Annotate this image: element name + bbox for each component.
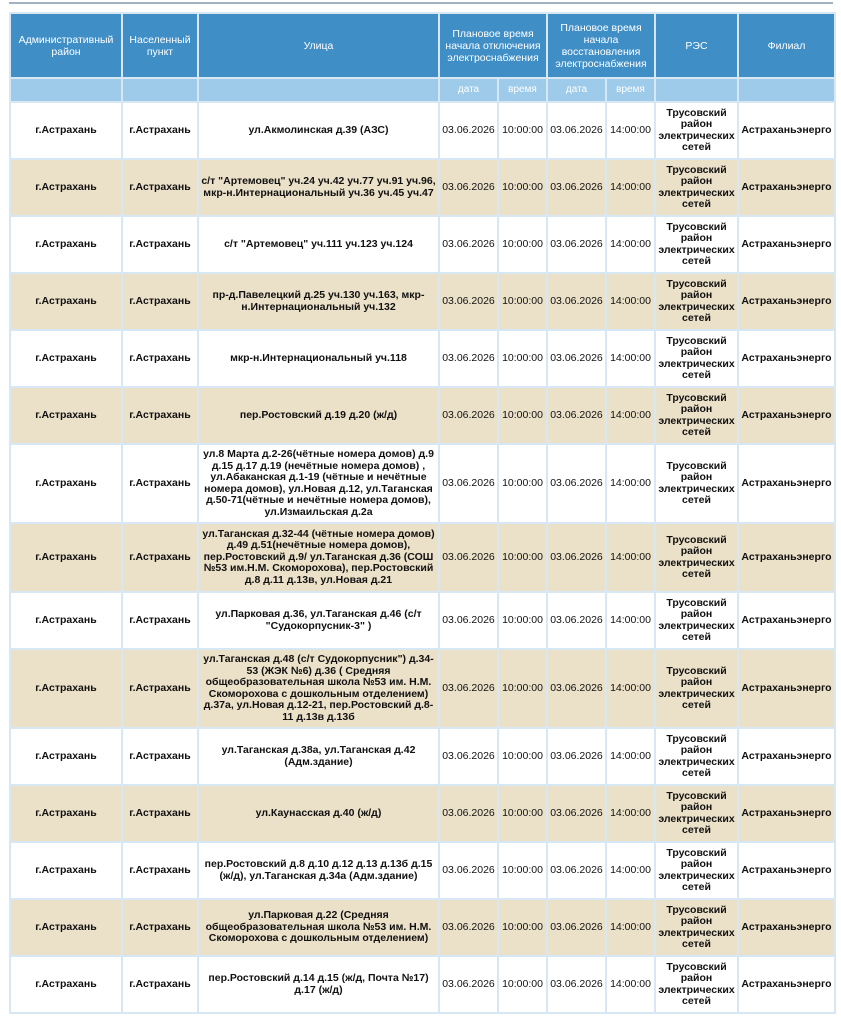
cell-end-time: 14:00:00	[606, 523, 655, 592]
cell-locality: г.Астрахань	[122, 649, 198, 728]
table-row	[10, 273, 835, 330]
table-row	[10, 216, 835, 273]
cell-branch: Астраханьэнерго	[738, 728, 835, 785]
cell-district: г.Астрахань	[10, 842, 122, 899]
outage-schedule-table	[9, 12, 836, 1014]
cell-start-date: 03.06.2026	[439, 444, 498, 523]
cell-end-time: 14:00:00	[606, 216, 655, 273]
cell-branch: Астраханьэнерго	[738, 956, 835, 1013]
cell-start-time: 10:00:00	[498, 842, 547, 899]
header-street: Улица	[198, 13, 439, 78]
cell-branch: Астраханьэнерго	[738, 899, 835, 956]
subheader-end-time: время	[606, 78, 655, 102]
cell-end-date: 03.06.2026	[547, 444, 606, 523]
cell-district: г.Астрахань	[10, 216, 122, 273]
cell-end-date: 03.06.2026	[547, 649, 606, 728]
cell-street: пер.Ростовский д.14 д.15 (ж/д, Почта №17) д.17 (ж/д)	[198, 956, 439, 1013]
subheader-empty	[655, 78, 738, 102]
cell-district: г.Астрахань	[10, 899, 122, 956]
cell-street: ул.Таганская д.48 (с/т Судокорпусник") д.34-53 (ЖЭК №6) д.36 ( Средняя общеобразовательная школа №53 им. Н.М. Скоморохова с дошкольным отделением) д.37а, ул.Новая д.12-21, пер.Ростовский д.8-11 д.13в д.13б	[198, 649, 439, 728]
cell-start-time: 10:00:00	[498, 956, 547, 1013]
cell-branch: Астраханьэнерго	[738, 444, 835, 523]
cell-start-date: 03.06.2026	[439, 785, 498, 842]
cell-res: Трусовский район электрических сетей	[655, 444, 738, 523]
cell-start-date: 03.06.2026	[439, 273, 498, 330]
cell-start-date: 03.06.2026	[439, 899, 498, 956]
cell-res: Трусовский район электрических сетей	[655, 649, 738, 728]
header-restore-start: Плановое время начала восстановления электроснабжения	[547, 13, 655, 78]
subheader-start-date: дата	[439, 78, 498, 102]
cell-start-date: 03.06.2026	[439, 842, 498, 899]
header-outage-start: Плановое время начала отключения электроснабжения	[439, 13, 547, 78]
cell-end-time: 14:00:00	[606, 592, 655, 649]
cell-start-time: 10:00:00	[498, 899, 547, 956]
table-row	[10, 728, 835, 785]
subheader-row	[10, 78, 835, 102]
cell-district: г.Астрахань	[10, 444, 122, 523]
cell-end-time: 14:00:00	[606, 785, 655, 842]
cell-locality: г.Астрахань	[122, 592, 198, 649]
table-row	[10, 330, 835, 387]
cell-locality: г.Астрахань	[122, 102, 198, 159]
top-divider	[9, 2, 833, 4]
cell-start-time: 10:00:00	[498, 785, 547, 842]
cell-district: г.Астрахань	[10, 785, 122, 842]
cell-start-time: 10:00:00	[498, 159, 547, 216]
cell-res: Трусовский район электрических сетей	[655, 216, 738, 273]
cell-end-time: 14:00:00	[606, 956, 655, 1013]
cell-street: с/т "Артемовец" уч.24 уч.42 уч.77 уч.91 уч.96, мкр-н.Интернациональный уч.36 уч.45 уч.47	[198, 159, 439, 216]
cell-locality: г.Астрахань	[122, 785, 198, 842]
cell-end-date: 03.06.2026	[547, 956, 606, 1013]
cell-end-date: 03.06.2026	[547, 728, 606, 785]
cell-branch: Астраханьэнерго	[738, 330, 835, 387]
cell-district: г.Астрахань	[10, 956, 122, 1013]
cell-locality: г.Астрахань	[122, 444, 198, 523]
cell-branch: Астраханьэнерго	[738, 523, 835, 592]
cell-start-date: 03.06.2026	[439, 159, 498, 216]
cell-start-date: 03.06.2026	[439, 102, 498, 159]
cell-street: ул.Парковая д.22 (Средняя общеобразовательная школа №53 им. Н.М. Скоморохова с дошкольным отделением)	[198, 899, 439, 956]
cell-start-time: 10:00:00	[498, 728, 547, 785]
cell-res: Трусовский район электрических сетей	[655, 842, 738, 899]
cell-end-time: 14:00:00	[606, 842, 655, 899]
table-row	[10, 592, 835, 649]
cell-end-time: 14:00:00	[606, 444, 655, 523]
table-row	[10, 102, 835, 159]
cell-end-date: 03.06.2026	[547, 387, 606, 444]
cell-branch: Астраханьэнерго	[738, 842, 835, 899]
cell-start-time: 10:00:00	[498, 649, 547, 728]
subheader-empty	[738, 78, 835, 102]
table-row	[10, 956, 835, 1013]
cell-end-time: 14:00:00	[606, 330, 655, 387]
cell-end-date: 03.06.2026	[547, 899, 606, 956]
header-branch: Филиал	[738, 13, 835, 78]
cell-locality: г.Астрахань	[122, 159, 198, 216]
cell-start-date: 03.06.2026	[439, 216, 498, 273]
cell-end-time: 14:00:00	[606, 102, 655, 159]
cell-district: г.Астрахань	[10, 728, 122, 785]
cell-end-date: 03.06.2026	[547, 102, 606, 159]
cell-res: Трусовский район электрических сетей	[655, 899, 738, 956]
cell-end-date: 03.06.2026	[547, 216, 606, 273]
cell-end-date: 03.06.2026	[547, 330, 606, 387]
cell-street: пер.Ростовский д.19 д.20 (ж/д)	[198, 387, 439, 444]
table-row	[10, 649, 835, 728]
cell-start-date: 03.06.2026	[439, 649, 498, 728]
cell-locality: г.Астрахань	[122, 842, 198, 899]
cell-district: г.Астрахань	[10, 592, 122, 649]
cell-street: ул.Парковая д.36, ул.Таганская д.46 (с/т "Судокорпусник-3" )	[198, 592, 439, 649]
table-row	[10, 159, 835, 216]
cell-start-date: 03.06.2026	[439, 728, 498, 785]
table-body	[10, 102, 835, 1013]
cell-locality: г.Астрахань	[122, 216, 198, 273]
cell-res: Трусовский район электрических сетей	[655, 387, 738, 444]
table-row	[10, 899, 835, 956]
cell-start-time: 10:00:00	[498, 330, 547, 387]
cell-district: г.Астрахань	[10, 387, 122, 444]
cell-end-time: 14:00:00	[606, 899, 655, 956]
cell-branch: Астраханьэнерго	[738, 592, 835, 649]
cell-branch: Астраханьэнерго	[738, 273, 835, 330]
header-district: Административный район	[10, 13, 122, 78]
subheader-empty	[198, 78, 439, 102]
cell-district: г.Астрахань	[10, 523, 122, 592]
cell-res: Трусовский район электрических сетей	[655, 523, 738, 592]
cell-branch: Астраханьэнерго	[738, 785, 835, 842]
cell-end-date: 03.06.2026	[547, 523, 606, 592]
cell-start-time: 10:00:00	[498, 387, 547, 444]
cell-res: Трусовский район электрических сетей	[655, 273, 738, 330]
cell-street: ул.Таганская д.38а, ул.Таганская д.42 (Адм.здание)	[198, 728, 439, 785]
cell-res: Трусовский район электрических сетей	[655, 330, 738, 387]
cell-locality: г.Астрахань	[122, 899, 198, 956]
cell-end-time: 14:00:00	[606, 728, 655, 785]
cell-locality: г.Астрахань	[122, 330, 198, 387]
cell-district: г.Астрахань	[10, 273, 122, 330]
cell-start-time: 10:00:00	[498, 273, 547, 330]
table-row	[10, 785, 835, 842]
cell-start-date: 03.06.2026	[439, 592, 498, 649]
subheader-start-time: время	[498, 78, 547, 102]
cell-end-date: 03.06.2026	[547, 273, 606, 330]
cell-street: ул.8 Марта д.2-26(чётные номера домов) д.9 д.15 д.17 д.19 (нечётные номера домов) , ул.Абаканская д.1-19 (чётные и нечётные номера домов), ул.Новая д.12, ул.Таганская д.50-71(чётные и нечётные номера домов), ул.Измаильская д.2а	[198, 444, 439, 523]
subheader-empty	[122, 78, 198, 102]
cell-start-time: 10:00:00	[498, 444, 547, 523]
table-row	[10, 387, 835, 444]
cell-branch: Астраханьэнерго	[738, 159, 835, 216]
cell-locality: г.Астрахань	[122, 728, 198, 785]
cell-end-date: 03.06.2026	[547, 842, 606, 899]
cell-end-time: 14:00:00	[606, 273, 655, 330]
cell-district: г.Астрахань	[10, 649, 122, 728]
cell-branch: Астраханьэнерго	[738, 387, 835, 444]
cell-street: пр-д.Павелецкий д.25 уч.130 уч.163, мкр-н.Интернациональный уч.132	[198, 273, 439, 330]
cell-end-date: 03.06.2026	[547, 159, 606, 216]
cell-res: Трусовский район электрических сетей	[655, 592, 738, 649]
cell-end-date: 03.06.2026	[547, 785, 606, 842]
subheader-end-date: дата	[547, 78, 606, 102]
subheader-empty	[10, 78, 122, 102]
cell-locality: г.Астрахань	[122, 387, 198, 444]
cell-street: пер.Ростовский д.8 д.10 д.12 д.13 д.13б д.15 (ж/д), ул.Таганская д.34а (Адм.здание)	[198, 842, 439, 899]
cell-end-time: 14:00:00	[606, 387, 655, 444]
cell-res: Трусовский район электрических сетей	[655, 159, 738, 216]
cell-end-time: 14:00:00	[606, 159, 655, 216]
header-locality: Населенный пункт	[122, 13, 198, 78]
cell-branch: Астраханьэнерго	[738, 216, 835, 273]
cell-start-date: 03.06.2026	[439, 330, 498, 387]
cell-branch: Астраханьэнерго	[738, 102, 835, 159]
cell-end-date: 03.06.2026	[547, 592, 606, 649]
cell-district: г.Астрахань	[10, 159, 122, 216]
cell-start-date: 03.06.2026	[439, 387, 498, 444]
cell-locality: г.Астрахань	[122, 523, 198, 592]
cell-start-date: 03.06.2026	[439, 956, 498, 1013]
cell-district: г.Астрахань	[10, 102, 122, 159]
table-row	[10, 444, 835, 523]
table-row	[10, 842, 835, 899]
cell-street: ул.Таганская д.32-44 (чётные номера домов) д.49 д.51(нечётные номера домов), пер.Ростовский д.9/ ул.Таганская д.36 (СОШ №53 им.Н.М. Скоморохова), пер.Ростовский д.8 д.11 д.13в, ул.Новая д.21	[198, 523, 439, 592]
cell-street: ул.Каунасская д.40 (ж/д)	[198, 785, 439, 842]
cell-res: Трусовский район электрических сетей	[655, 728, 738, 785]
header-row	[10, 13, 835, 78]
cell-district: г.Астрахань	[10, 330, 122, 387]
header-res: РЭС	[655, 13, 738, 78]
cell-locality: г.Астрахань	[122, 273, 198, 330]
cell-street: ул.Акмолинская д.39 (АЗС)	[198, 102, 439, 159]
cell-street: мкр-н.Интернациональный уч.118	[198, 330, 439, 387]
cell-street: с/т "Артемовец" уч.111 уч.123 уч.124	[198, 216, 439, 273]
cell-end-time: 14:00:00	[606, 649, 655, 728]
cell-start-time: 10:00:00	[498, 523, 547, 592]
cell-res: Трусовский район электрических сетей	[655, 102, 738, 159]
cell-start-date: 03.06.2026	[439, 523, 498, 592]
cell-locality: г.Астрахань	[122, 956, 198, 1013]
cell-res: Трусовский район электрических сетей	[655, 956, 738, 1013]
cell-start-time: 10:00:00	[498, 592, 547, 649]
cell-start-time: 10:00:00	[498, 216, 547, 273]
cell-start-time: 10:00:00	[498, 102, 547, 159]
cell-branch: Астраханьэнерго	[738, 649, 835, 728]
cell-res: Трусовский район электрических сетей	[655, 785, 738, 842]
table-row	[10, 523, 835, 592]
